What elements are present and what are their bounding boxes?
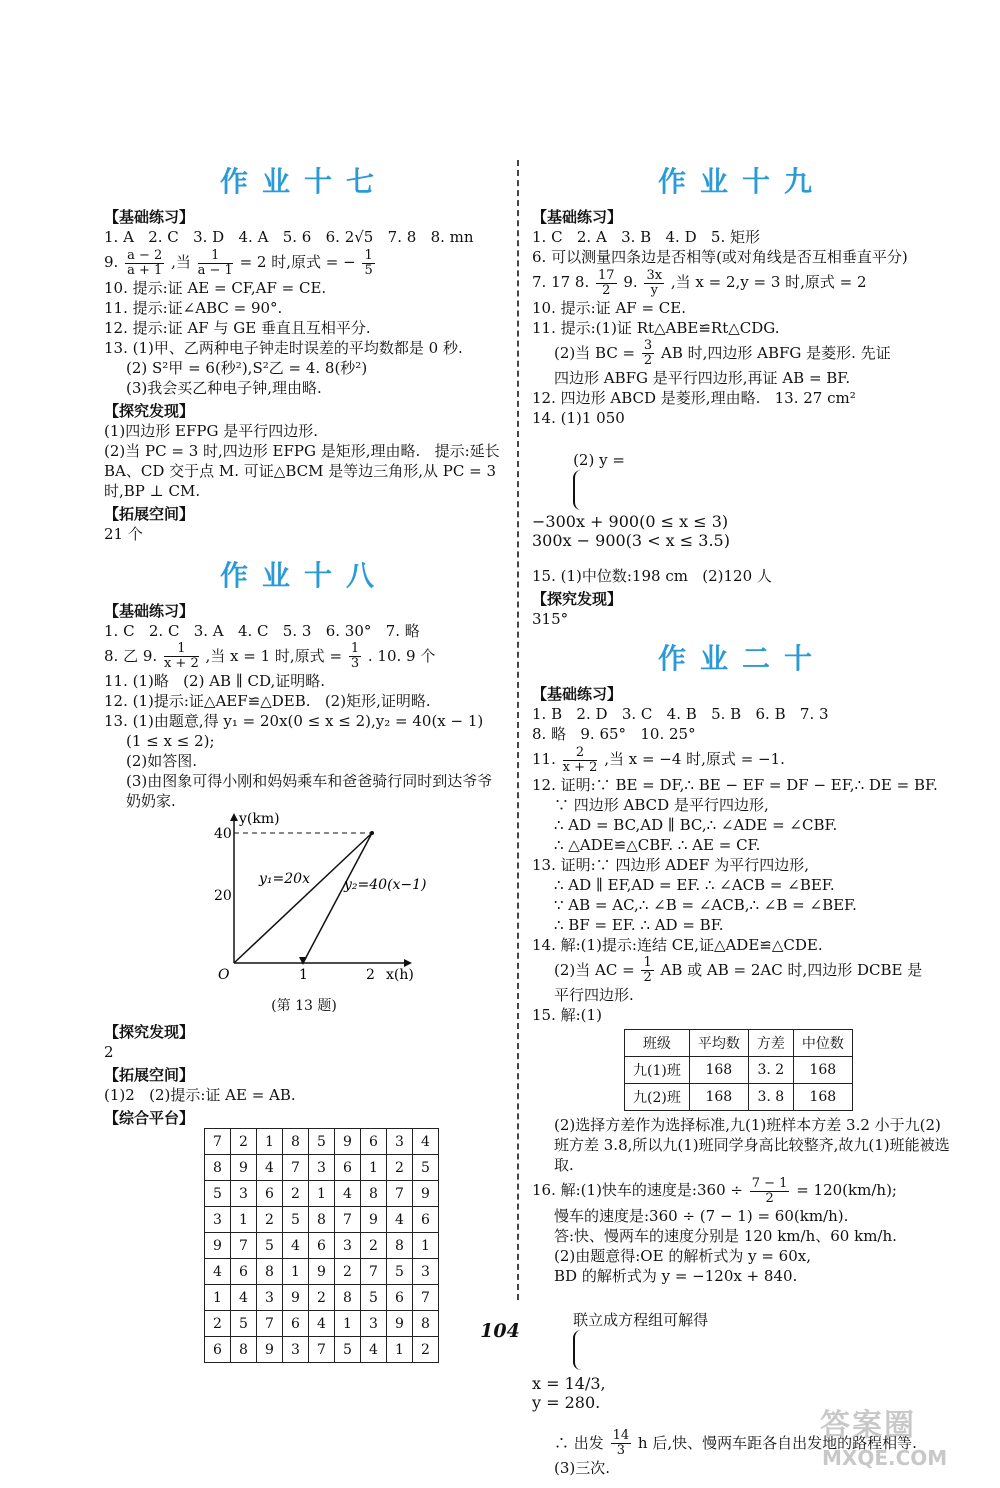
sudoku-cell: 8 [361,1181,387,1207]
denominator: 2 [765,1190,774,1206]
sudoku-cell: 2 [205,1311,231,1337]
hw20-line12c: ∴ AD = BC,AD ∥ BC,∴ ∠ADE = ∠CBF. [554,815,838,834]
hw20-line12d: ∴ △ADE≌△CBF. ∴ AE = CF. [554,835,761,854]
hw17-explore-1: (1)四边形 EFPG 是平行四边形. [104,421,318,440]
y-axis-label: y(km) [239,811,280,827]
hw20-line16c: 慢车的速度是:360 ÷ (7 − 1) = 60(km/h). [554,1206,849,1225]
numerator: 17 [598,267,615,283]
hw19-line1: 1. C 2. A 3. B 4. D 5. 矩形 [532,228,760,246]
stats-cell: 九(2)班 [625,1084,690,1111]
sudoku-cell: 4 [257,1155,283,1181]
sudoku-cell: 3 [335,1233,361,1259]
denominator: 5 [364,262,373,278]
hw20-line16d: 答:快、慢两车的速度分别是 120 km/h、60 km/h. [554,1226,897,1245]
numerator: 1 [164,642,199,657]
numerator: 3x [646,267,663,283]
piecewise-brace [573,470,610,510]
stats-cell: 九(1)班 [625,1057,690,1084]
sudoku-cell: 2 [361,1233,387,1259]
origin-label: O [218,967,230,983]
fraction [611,1429,632,1458]
stats-header-cell: 方差 [748,1030,793,1057]
denominator: a + 1 [127,262,163,278]
sudoku-cell: 1 [361,1155,387,1181]
hw17-title: 作业十七 [219,165,388,198]
fraction [125,249,164,278]
hw19-explore-label: 【探究发现】 [532,590,623,608]
numerator: 3 [643,338,653,353]
numerator: 1 [350,641,360,656]
sudoku-row [205,1285,439,1311]
hw20-line15b: (2)选择方差作为选择标准,九(1)班样本方差 3.2 小于九(2)班方差 3.8,所以九(1)班同学身高比较整齐,故九(1)班能被选取. [554,1116,950,1174]
sudoku-cell: 4 [231,1285,257,1311]
sudoku-cell: 1 [309,1181,335,1207]
sudoku-cell: 3 [361,1311,387,1337]
watermark-logo: 答案圈 [820,1408,916,1443]
sudoku-cell: 1 [257,1129,283,1155]
line-y2 [303,833,372,963]
hw18-title: 作业十八 [219,558,388,592]
y-tick-40: 40 [214,826,232,842]
numerator: 1 [364,247,373,263]
denominator: 2 [643,353,653,368]
sudoku-cell: 9 [361,1207,387,1233]
text: h 后,快、慢两车距各自出发地的路程相等. [637,1433,917,1452]
hw19-line7 [532,267,952,298]
hw19-line10: 10. 提示:证 AF = CE. [532,298,686,317]
sudoku-cell: 4 [335,1181,361,1207]
sudoku-cell: 2 [283,1181,309,1207]
sudoku-cell: 9 [231,1155,257,1181]
column-divider [517,160,519,1300]
stats-header-row [625,1030,853,1057]
sudoku-cell: 2 [231,1129,257,1155]
system-eq-2: y = 280. [532,1392,601,1412]
sudoku-cell: 8 [257,1259,283,1285]
hw18-line8 [104,641,504,672]
stats-table [624,1029,853,1111]
hw18-basic-label: 【基础练习】 [104,601,195,620]
text: . 10. 9 个 [367,646,436,665]
hw20-line16i: (3)三次. [554,1459,611,1477]
sudoku-cell: 1 [283,1259,309,1285]
sudoku-cell: 4 [205,1259,231,1285]
stats-cell: 3. 2 [748,1057,793,1084]
text: 16. 解:(1)快车的速度是:360 ÷ [532,1181,743,1199]
sudoku-cell: 6 [309,1233,335,1259]
hw20-line16e: (2)由题意得:OE 的解析式为 y = 60x, [554,1246,811,1265]
hw18-line13b: (1 ≤ x ≤ 2); [126,732,215,750]
hw19-line11c: 四边形 ABFG 是平行四边形,再证 AB = BF. [554,369,851,387]
text: (2) y = [573,451,625,469]
fraction [198,249,233,278]
stats-cell: 3. 8 [748,1084,793,1111]
numerator: 1 [643,955,652,970]
hw17-line10: 10. 提示:证 AE = CF,AF = CE. [104,278,327,297]
sudoku-cell: 9 [205,1233,231,1259]
sudoku-row [205,1181,439,1207]
fraction [596,269,617,298]
hw20-line1: 1. B 2. D 3. C 4. B 5. B 6. B 7. 3 [532,705,829,723]
sudoku-cell: 3 [283,1337,309,1363]
sudoku-cell: 1 [335,1311,361,1337]
denominator: 2 [602,282,611,298]
fraction [164,642,199,671]
sudoku-cell: 5 [231,1311,257,1337]
text: ,当 x = 2,y = 3 时,原式 = 2 [670,273,867,291]
sudoku-cell: 3 [309,1155,335,1181]
hw17-line13c: (3)我会买乙种电子钟,理由略. [126,378,322,397]
line2-label: y₂=40(x−1) [344,877,427,893]
text: ,当 x = −4 时,原式 = −1. [604,750,785,768]
hw17-line1: 1. A 2. C 3. D 4. A 5. 6 6. 2√5 7. 8 8. mn [104,228,474,246]
sudoku-cell: 7 [231,1233,257,1259]
sudoku-cell: 5 [205,1181,231,1207]
sudoku-row [205,1129,439,1155]
sudoku-cell: 1 [205,1285,231,1311]
sudoku-cell: 9 [387,1311,413,1337]
x-tick-1: 1 [299,967,308,983]
denominator: 3 [616,1443,625,1458]
y-tick-20: 20 [214,888,232,904]
sudoku-cell: 8 [413,1311,439,1337]
sudoku-cell: 4 [309,1311,335,1337]
hw19-line12: 12. 四边形 ABCD 是菱形,理由略. 13. 27 cm² [532,389,856,407]
hw19-line11b [532,338,952,369]
sudoku-row [205,1233,439,1259]
hw20-line13a: 13. 证明:∵ 四边形 ADEF 为平行四边形, [532,855,809,874]
fraction [642,339,654,368]
stats-cell: 168 [793,1084,852,1111]
hw19-line6: 6. 可以测量四条边是否相等(或对角线是否互相垂直平分) [532,248,908,266]
hw18-expand-label: 【拓展空间】 [104,1066,195,1084]
sudoku-row [205,1207,439,1233]
hw17-line12: 12. 提示:证 AF 与 GE 垂直且互相平分. [104,318,371,337]
text: ,当 [171,253,191,271]
sudoku-cell: 5 [309,1129,335,1155]
hw18-line11: 11. (1)略 (2) AB ∥ CD,证明略. [104,672,326,690]
hw20-line16f: BD 的解析式为 y = −120x + 840. [554,1266,798,1285]
hw20-line14c: 平行四边形. [554,986,634,1004]
line-y1 [234,833,372,963]
stats-header-cell: 中位数 [793,1030,852,1057]
sudoku-cell: 8 [309,1207,335,1233]
sudoku-cell: 8 [205,1155,231,1181]
system-eq-1: x = 14/3, [532,1373,606,1393]
stats-header-cell: 班级 [625,1030,690,1057]
sudoku-cell: 9 [413,1181,439,1207]
sudoku-cell: 8 [387,1233,413,1259]
sudoku-cell: 6 [205,1337,231,1363]
sudoku-cell: 8 [231,1337,257,1363]
hw18-explore-label: 【探究发现】 [104,1023,195,1041]
sudoku-cell: 5 [335,1337,361,1363]
sudoku-cell: 4 [413,1129,439,1155]
page-number: 104 [480,1320,520,1342]
sudoku-cell: 6 [387,1285,413,1311]
hw20-title: 作业二十 [657,642,826,675]
x-axis-label: x(h) [386,967,414,983]
text: 8. 乙 9. [104,646,158,665]
hw18-line13a: 13. (1)由题意,得 y₁ = 20x(0 ≤ x ≤ 2),y₂ = 40(x − 1) [104,712,484,730]
text: 11. [532,750,556,768]
y-axis-arrow [230,813,238,821]
stats-header-cell: 平均数 [689,1030,748,1057]
text: ∴ 出发 [554,1433,604,1452]
sudoku-cell: 3 [387,1129,413,1155]
denominator: x + 2 [562,759,598,775]
hw18-platform-label: 【综合平台】 [104,1109,195,1127]
piece-1: −300x + 900(0 ≤ x ≤ 3) [532,512,729,531]
hw17-line13a: 13. (1)甲、乙两种电子钟走时误差的平均数都是 0 秒. [104,338,463,357]
sudoku-cell: 6 [413,1207,439,1233]
sudoku-row [205,1259,439,1285]
sudoku-cell: 8 [335,1285,361,1311]
hw18-explore: 2 [104,1043,114,1061]
hw17-line9 [104,247,504,278]
text: = 120(km/h); [796,1181,897,1199]
sudoku-cell: 7 [283,1155,309,1181]
text: AB 时,四边形 ABFG 是菱形. 先证 [660,343,891,362]
fraction [563,746,598,775]
piece-2: 300x − 900(3 < x ≤ 3.5) [532,531,730,550]
hw17-basic-label: 【基础练习】 [104,208,195,226]
hw19-title: 作业十九 [657,165,826,198]
line1-label: y₁=20x [259,871,310,887]
x-tick-2: 2 [366,967,375,983]
sudoku-cell: 2 [309,1285,335,1311]
fraction [349,642,361,671]
sudoku-cell: 2 [335,1259,361,1285]
sudoku-cell: 2 [257,1207,283,1233]
fraction [750,1177,790,1206]
sudoku-cell: 6 [231,1259,257,1285]
denominator: 3 [350,656,360,671]
watermark-url: MXQE.COM [822,1446,948,1470]
hw20-line12a: 12. 证明:∵ BE = DF,∴ BE − EF = DF − EF,∴ DE = BF. [532,775,938,794]
hw19-line11: 11. 提示:(1)证 Rt△ABE≌Rt△CDG. [532,318,780,337]
sudoku-cell: 3 [205,1207,231,1233]
sudoku-cell: 5 [257,1233,283,1259]
denominator: y [650,282,658,298]
stats-row [625,1084,853,1111]
numerator: 2 [563,746,598,761]
sudoku-cell: 2 [387,1155,413,1181]
sudoku-cell: 7 [205,1129,231,1155]
hw17-line13b: (2) S²甲 = 6(秒²),S²乙 = 4. 8(秒²) [126,358,368,377]
text: AB 或 AB = 2AC 时,四边形 DCBE 是 [660,960,923,979]
denominator: 2 [643,970,652,985]
hw19-explore: 315° [532,610,569,628]
fraction [641,956,653,985]
sudoku-cell: 1 [387,1337,413,1363]
graph-13 [104,811,504,991]
hw17-expand: 21 个 [104,524,143,543]
hw20-line8: 8. 略 9. 65° 10. 25° [532,725,696,743]
left-column [104,160,504,1363]
sudoku-cell: 4 [361,1337,387,1363]
graph-caption: (第 13 题) [271,998,337,1014]
x-axis-arrow [404,959,412,967]
sudoku-cell: 1 [231,1207,257,1233]
stats-row [625,1057,853,1084]
sudoku-cell: 6 [257,1181,283,1207]
sudoku-cell: 6 [335,1155,361,1181]
right-column [532,160,952,1478]
sudoku-cell: 5 [361,1285,387,1311]
sudoku-cell: 4 [283,1233,309,1259]
sudoku-cell: 5 [413,1155,439,1181]
hw20-line14a: 14. 解:(1)提示:连结 CE,证△ADE≌△CDE. [532,935,823,954]
denominator: a − 1 [197,262,233,278]
hw19-line14: 14. (1)1 050 [532,409,625,427]
sudoku-cell: 8 [283,1129,309,1155]
sudoku-cell: 7 [309,1337,335,1363]
hw19-basic-label: 【基础练习】 [532,208,623,226]
sudoku-cell: 7 [361,1259,387,1285]
sudoku-cell: 9 [257,1337,283,1363]
fraction [362,249,374,278]
sudoku-cell: 6 [361,1129,387,1155]
sudoku-cell: 2 [413,1337,439,1363]
text: (2)当 AC = [554,960,635,979]
point-top [370,831,374,835]
stats-cell: 168 [793,1057,852,1084]
numerator: a − 2 [127,247,163,263]
sudoku-cell: 3 [413,1259,439,1285]
denominator: x + 2 [163,656,199,671]
sudoku-cell: 7 [413,1285,439,1311]
hw18-line13d: (3)由图象可得小刚和妈妈乘车和爸爸骑行同时到达爷爷奶奶家. [126,772,493,810]
sudoku-cell: 1 [413,1233,439,1259]
text: 9. [623,273,638,291]
sudoku-cell: 9 [309,1259,335,1285]
sudoku-cell: 6 [283,1311,309,1337]
hw20-line15: 15. 解:(1) [532,1006,602,1024]
hw20-line13d: ∴ BF = EF. ∴ AD = BF. [554,915,724,934]
sudoku-row [205,1155,439,1181]
sudoku-cell: 5 [387,1259,413,1285]
sudoku-cell: 9 [335,1129,361,1155]
hw18-line13c: (2)如答图. [126,752,198,770]
sudoku-cell: 7 [257,1311,283,1337]
text: = 2 时,原式 = − [239,253,356,271]
numerator: 1 [198,249,233,264]
sudoku-cell: 4 [387,1207,413,1233]
sudoku-cell: 9 [283,1285,309,1311]
hw20-line12b: ∵ 四边形 ABCD 是平行四边形, [554,795,769,814]
sudoku-cell: 3 [257,1285,283,1311]
hw20-line13c: ∵ AB = AC,∴ ∠B = ∠ACB,∴ ∠B = ∠BEF. [554,895,857,914]
hw17-expand-label: 【拓展空间】 [104,504,195,523]
hw20-line13b: ∴ AD ∥ EF,AD = EF. ∴ ∠ACB = ∠BEF. [554,875,835,894]
hw18-line1: 1. C 2. C 3. A 4. C 5. 3 6. 30° 7. 略 [104,621,420,640]
text: ,当 x = 1 时,原式 = [205,646,343,665]
hw19-line14b [532,430,952,510]
hw20-line16a [532,1175,952,1206]
text: (2)当 BC = [554,343,636,362]
sudoku-cell: 3 [231,1181,257,1207]
hw19-line15: 15. (1)中位数:198 cm (2)120 人 [532,567,772,585]
hw18-expand: (1)2 (2)提示:证 AE = AB. [104,1086,296,1104]
hw20-line14b [532,955,952,986]
hw17-explore-label: 【探究发现】 [104,401,195,420]
sudoku-cell: 7 [335,1207,361,1233]
text: 7. 17 8. [532,273,590,291]
stats-cell: 168 [689,1057,748,1084]
stats-cell: 168 [689,1084,748,1111]
sudoku-cell: 5 [283,1207,309,1233]
text: 联立成方程组可解得 [573,1310,709,1329]
hw17-line11: 11. 提示:证∠ABC = 90°. [104,298,283,317]
fraction [644,269,664,298]
hw20-basic-label: 【基础练习】 [532,685,623,703]
hw17-explore-2: (2)当 PC = 3 时,四边形 EFPG 是矩形,理由略. 提示:延长 BA、CD 交于点 M. 可证△BCM 是等边三角形,从 PC = 3 时,BP ⊥ CM. [104,441,505,500]
hw18-line12: 12. (1)提示:证△AEF≌△DEB. (2)矩形,证明略. [104,692,431,710]
sudoku-cell: 7 [387,1181,413,1207]
numerator: 14 [612,1428,630,1443]
numerator: 7 − 1 [751,1175,788,1191]
text: 9. [104,253,119,271]
hw20-line11 [532,744,952,775]
point-1 [299,957,307,965]
